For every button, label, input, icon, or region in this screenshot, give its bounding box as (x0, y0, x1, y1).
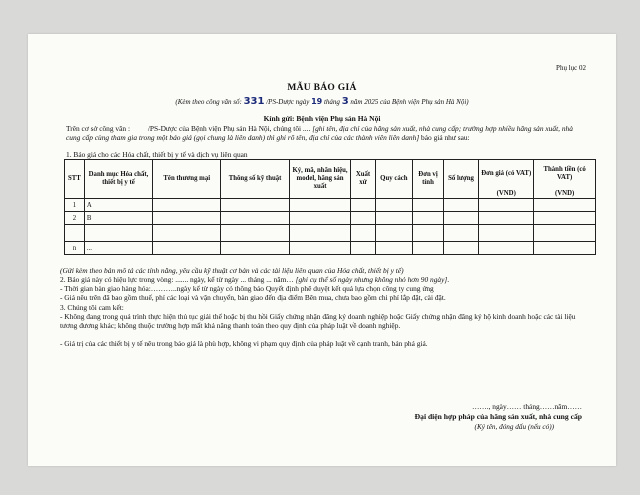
header-trade-name: Tên thương mại (153, 160, 221, 199)
document-subtitle: (Kèm theo công văn số: 331 /PS-Dược ngày 19 tháng 3 năm 2025 của Bệnh viện Phụ sản Hà Nội) (175, 96, 469, 107)
table-row (65, 225, 596, 242)
validity-line: 2. Báo giá này có hiệu lực trong vòng: ....... ngày, kể từ ngày ... tháng ... năm… [ghi cụ thể số ngày nhưng không nhỏ hơn 90 ngày]. (60, 275, 450, 284)
handwritten-day: 19 (311, 97, 323, 106)
header-specs: Thông số kỹ thuật (221, 160, 289, 199)
price-inclusion-line: - Giá nêu trên đã bao gồm thuế, phí các loại và vận chuyển, bàn giao đến địa điểm Bên mua, chưa bao gồm chi phí lắp đặt, cài đặt. (60, 293, 446, 302)
signature-representative: Đại diện hợp pháp của hãng sản xuất, nhà cung cấp (414, 412, 582, 421)
document-title: MẪU BÁO GIÁ (287, 83, 357, 93)
section-3-heading: 3. Chúng tôi cam kết: (60, 303, 124, 312)
delivery-line: - Thời gian bàn giao hàng hóa:………..ngày kể từ ngày có thông báo Quyết định phê duyệt kết quả lựa chọn công ty cung ứng (60, 284, 434, 293)
commitment-2: - Giá trị của các thiết bị y tế nêu trong báo giá là phù hợp, không vi phạm quy định của pháp luật về cạnh tranh, bán phá giá. (60, 339, 428, 348)
unit-price-currency: (VND) (479, 189, 534, 199)
table-row: 2 B (65, 212, 596, 225)
header-unit: Đơn vị tính (413, 160, 444, 199)
header-origin: Xuất xứ (351, 160, 375, 199)
addressee: Kính gửi: Bệnh viện Phụ sản Hà Nội (263, 114, 381, 123)
header-model: Ký, mã, nhãn hiệu, model, hãng sản xuất (289, 160, 351, 199)
intro-paragraph: Trên cơ sở công văn : /PS-Dược của Bệnh viện Phụ sản Hà Nội, chúng tôi .... [ghi tên, địa chỉ của hãng sản xuất, nhà cung cấp; trường hợp nhiều hãng sản xuất, nhà cung cấp cùng tham gia trong một báo giá (gọi chung là liên danh) thì ghi rõ tên, địa chỉ của các thành viên liên danh] báo giá như sau: (66, 124, 573, 142)
signature-instruction: (Ký tên, đóng dấu (nếu có)) (474, 423, 554, 431)
quotation-table (64, 159, 596, 255)
handwritten-month: 3 (341, 96, 349, 107)
document-page (28, 34, 616, 466)
header-category: Danh mục Hóa chất, thiết bị y tế (84, 160, 152, 199)
appendix-label: Phụ lục 02 (556, 64, 586, 72)
section-1-heading: 1. Báo giá cho các Hóa chất, thiết bị y tế và dịch vụ liên quan (66, 150, 248, 159)
signature-date-line: ……., ngày…… tháng……năm…… (471, 402, 582, 411)
header-total: Thành tiền (có VAT) (534, 160, 596, 189)
handwritten-cv-number: 331 (243, 96, 265, 107)
total-currency: (VND) (534, 189, 596, 199)
header-quantity: Số lượng (443, 160, 478, 199)
table-row: 1 A (65, 199, 596, 212)
header-unit-price: Đơn giá (có VAT) (479, 160, 534, 189)
header-stt: STT (65, 160, 85, 199)
table-header-row (65, 160, 596, 189)
header-packing: Quy cách (375, 160, 412, 199)
table-row: n ... (65, 242, 596, 255)
attachment-note: (Gửi kèm theo bản mô tả các tính năng, yêu cầu kỹ thuật cơ bản và các tài liệu liên quan của Hóa chất, thiết bị y tế) (60, 266, 404, 275)
commitment-1: - Không đang trong quá trình thực hiện thủ tục giải thể hoặc bị thu hồi Giấy chứng nhận đăng ký doanh nghiệp hoặc Giấy chứng nhận đăng ký hộ kinh doanh hoặc các tài liệu tương đương khác; không thuộc trường hợp mất khả năng thanh toán theo quy định của pháp luật về doanh nghiệp. (60, 312, 576, 330)
